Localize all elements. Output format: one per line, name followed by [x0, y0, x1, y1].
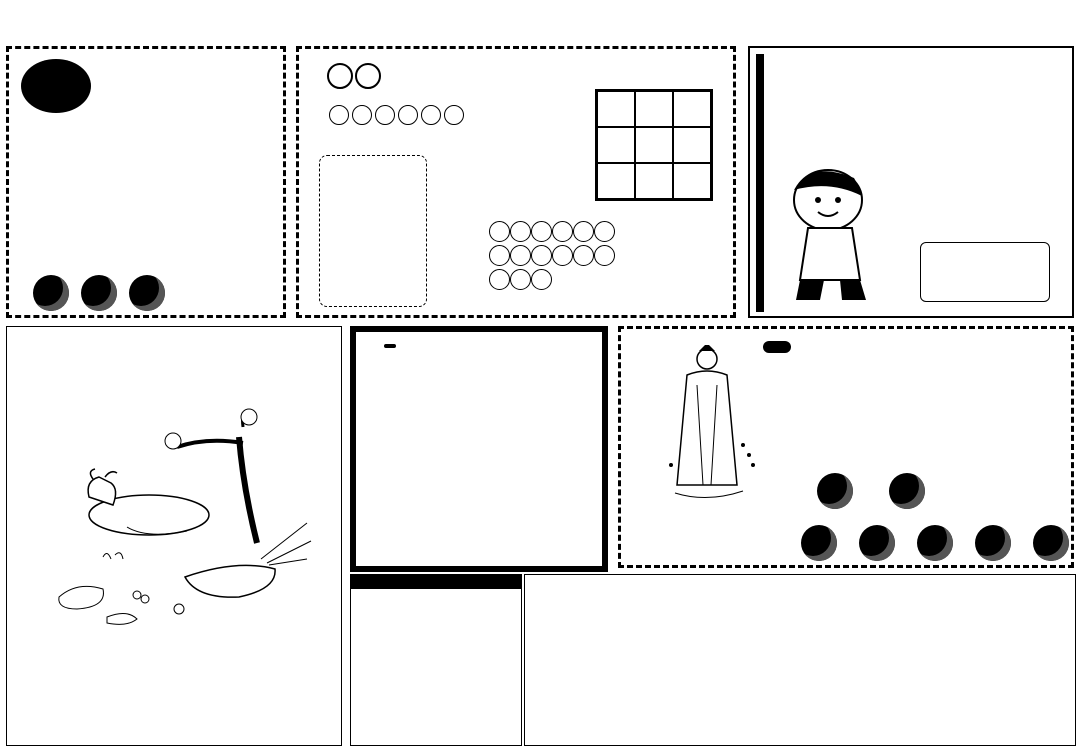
number-ball	[573, 245, 594, 266]
riddle-title-char	[384, 344, 396, 348]
panel-picture-riddle	[350, 326, 608, 572]
number-ball	[552, 221, 573, 242]
supply-row	[21, 275, 165, 311]
stable-ball	[889, 473, 925, 509]
doctor-ball	[801, 525, 837, 561]
star-cell	[635, 91, 673, 127]
star-cell	[597, 163, 635, 199]
supply-ball	[81, 275, 117, 311]
number-ball	[531, 269, 552, 290]
star-cell	[635, 163, 673, 199]
number-ball	[489, 245, 510, 266]
number-ball	[489, 221, 510, 242]
number-ball	[552, 245, 573, 266]
star-cell	[673, 127, 711, 163]
doctor-ball	[859, 525, 895, 561]
sage-figure-icon	[657, 345, 757, 505]
stable-row	[777, 473, 925, 509]
number-ball	[573, 221, 594, 242]
panel2-title-row	[321, 63, 382, 89]
title-ball	[355, 63, 381, 89]
panel-tips	[6, 46, 286, 318]
lucky-direction-box	[319, 155, 427, 307]
doctor-ball	[975, 525, 1011, 561]
star-cell	[673, 91, 711, 127]
star-cell	[673, 163, 711, 199]
doctor-ball	[1033, 525, 1069, 561]
panel-computer-doctor	[618, 326, 1074, 568]
riddle-title	[378, 344, 466, 348]
logo-panel	[748, 46, 1074, 318]
star-cell	[635, 127, 673, 163]
number-ball	[510, 245, 531, 266]
title-ball	[327, 63, 353, 89]
results-table	[350, 574, 522, 746]
number-ball	[531, 245, 552, 266]
zodiac-row	[313, 105, 467, 125]
logo-bar	[756, 54, 764, 312]
number-ball	[489, 269, 510, 290]
zodiac-item	[329, 105, 349, 125]
doctor-ball	[917, 525, 953, 561]
supply-ball	[129, 275, 165, 311]
boy-mascot-icon	[780, 160, 890, 310]
number-ball	[510, 221, 531, 242]
ox-tree-illustration-icon	[7, 327, 343, 747]
panel5-title	[763, 341, 791, 353]
panel-illustration	[6, 326, 342, 746]
star-grid	[595, 89, 713, 201]
number-ball	[510, 269, 531, 290]
frequency-dots	[525, 575, 1076, 746]
supply-ball	[33, 275, 69, 311]
number-ball	[594, 245, 615, 266]
zodiac-item	[375, 105, 395, 125]
zodiac-item	[398, 105, 418, 125]
number-grid	[489, 221, 619, 290]
zodiac-item	[444, 105, 464, 125]
star-cell	[597, 91, 635, 127]
zodiac-item	[421, 105, 441, 125]
stable-ball	[817, 473, 853, 509]
number-ball	[594, 221, 615, 242]
number-ball	[531, 221, 552, 242]
zodiac-item	[352, 105, 372, 125]
results-title	[351, 575, 521, 589]
frequency-grid	[524, 574, 1076, 746]
speech-badge	[21, 59, 91, 113]
doctor-nums	[801, 525, 1069, 561]
panel-nine-palace	[296, 46, 736, 318]
star-cell	[597, 127, 635, 163]
logo-card	[920, 242, 1050, 302]
